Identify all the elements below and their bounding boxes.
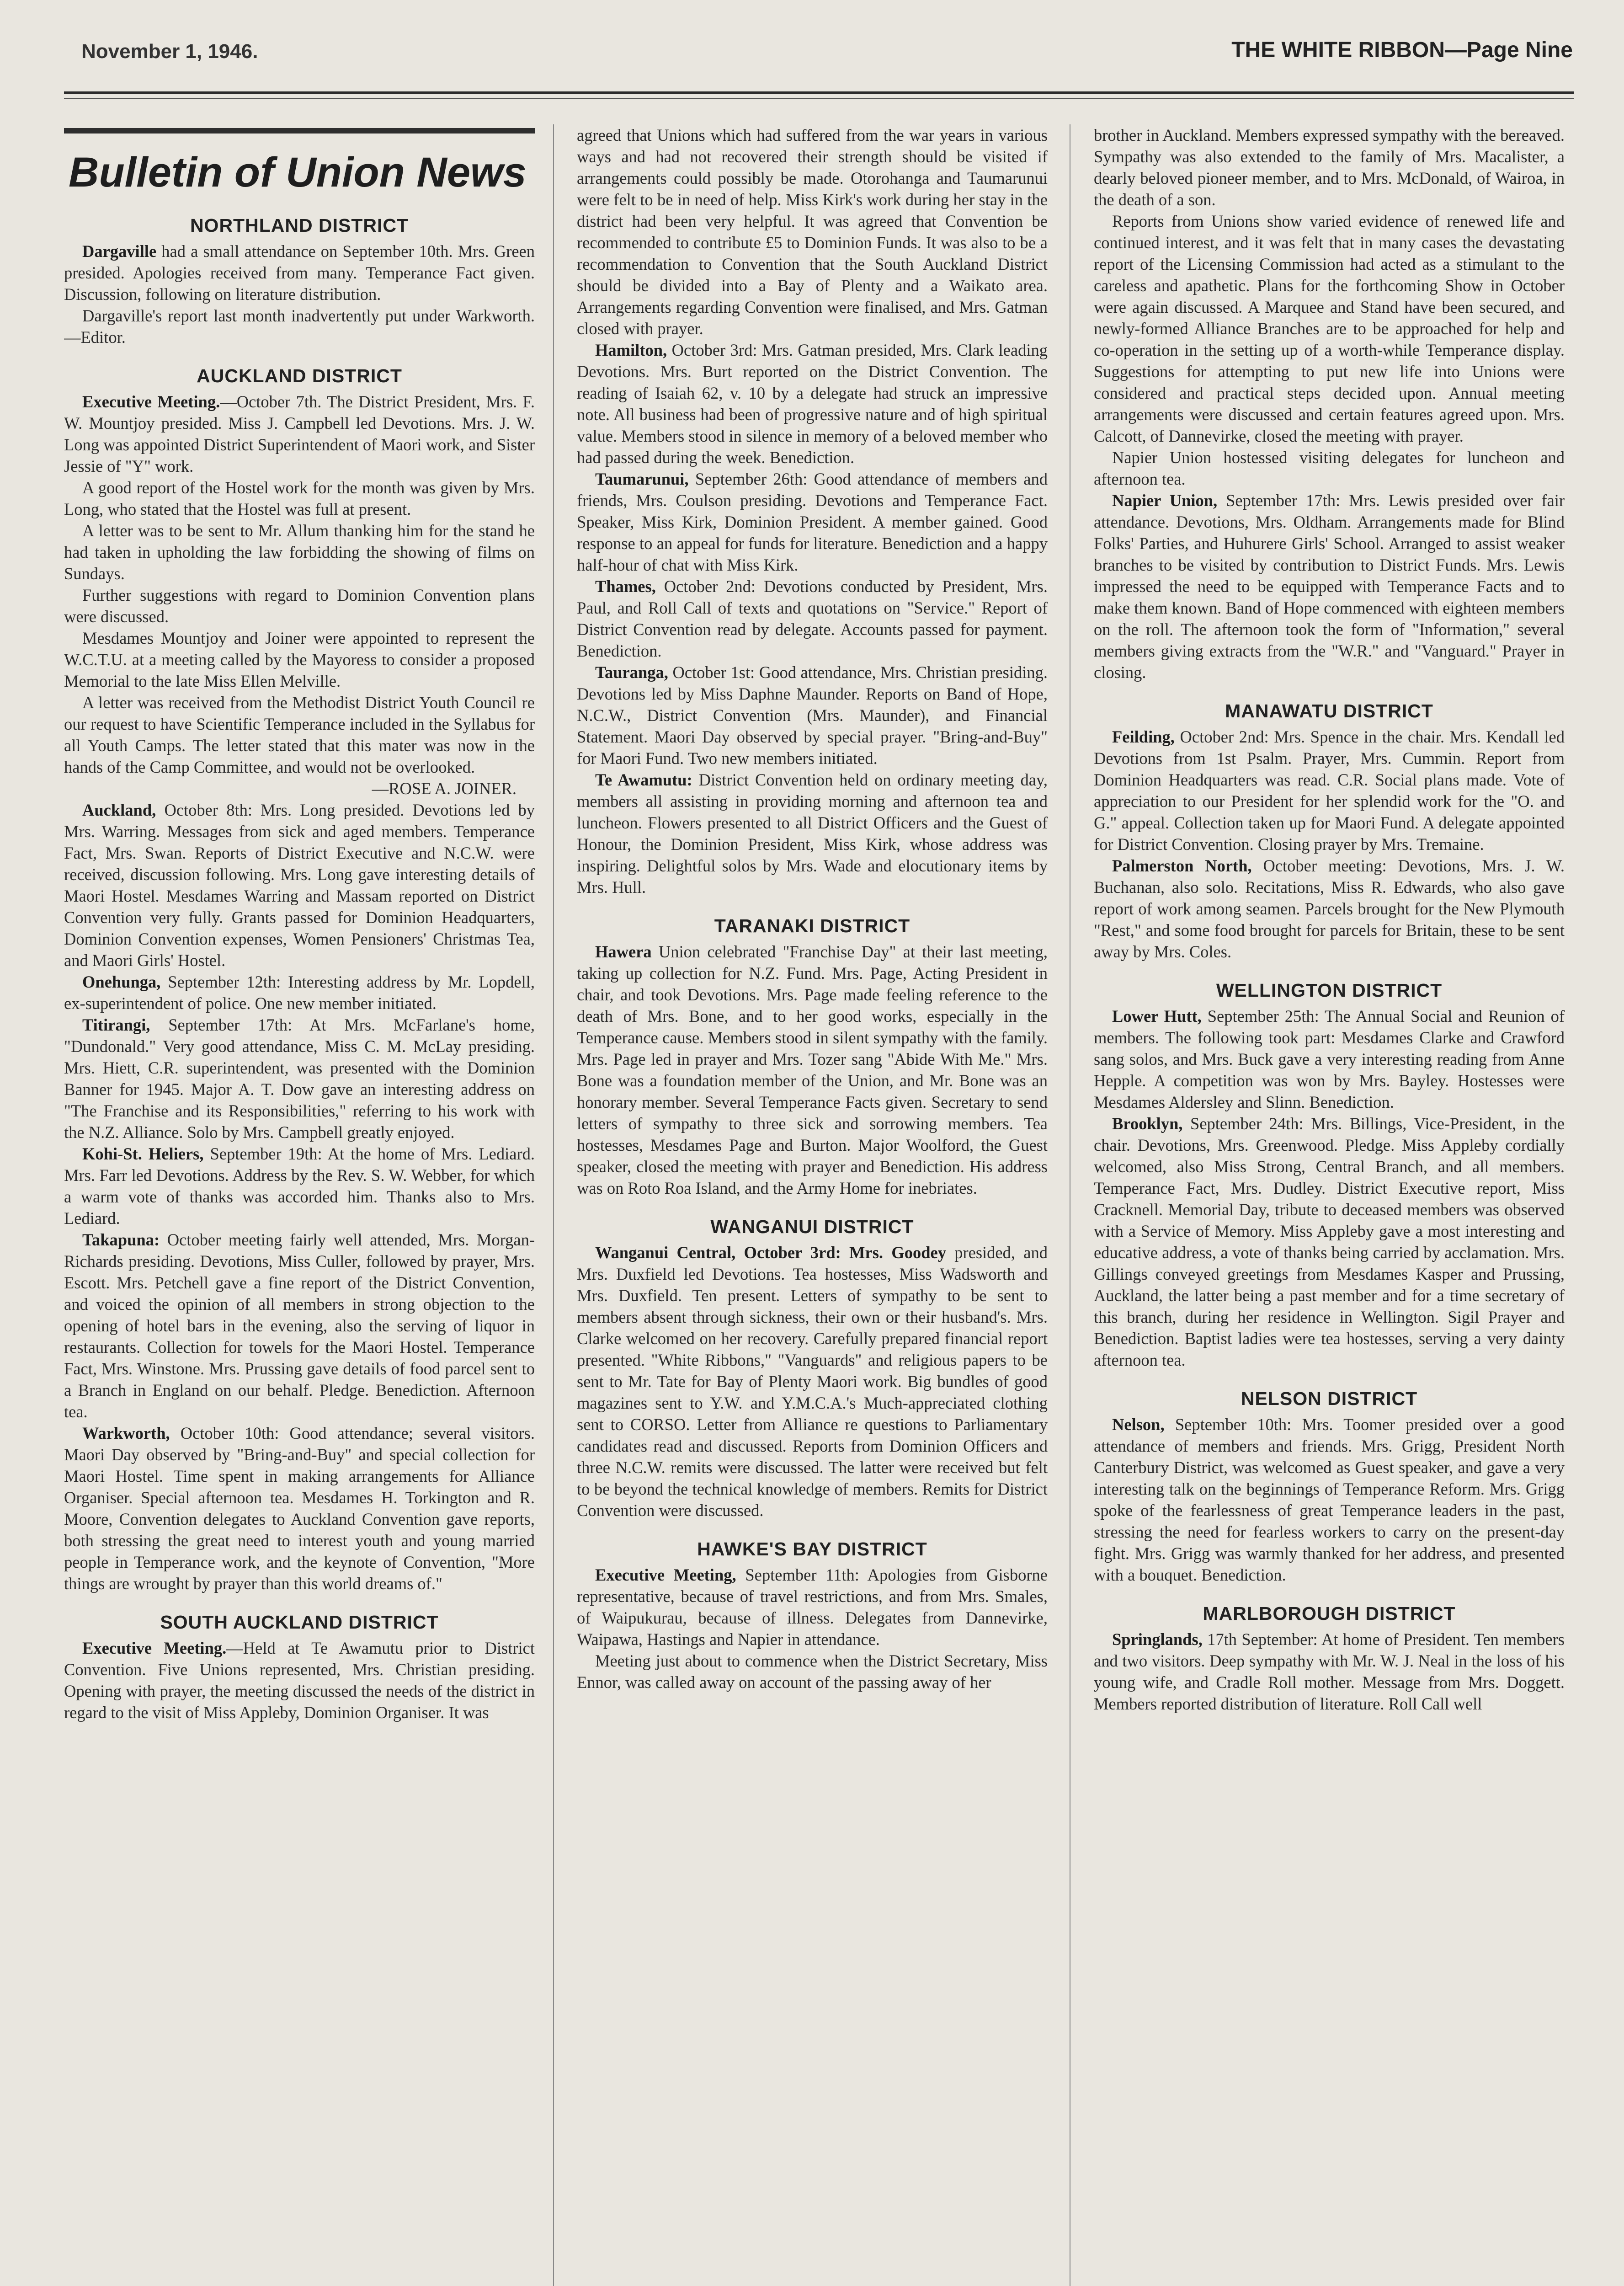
district-heading: SOUTH AUCKLAND DISTRICT [160,1612,439,1633]
report-paragraph [64,971,535,1014]
report-paragraph [64,584,535,627]
report-paragraph [64,305,535,348]
masthead-rule [64,128,535,134]
report-text: October 10th: Good attendance; several visitors. Maori Day observed by "Bring-and-Buy" and special collection for Maori Hostel. Time spent in making arrangements for Alliance Organiser. Special afternoon tea. Mesdames H. Torkington and R. Moore, Convention delegates to Auckland Convention gave reports, both stressing the great need to interest youth and young married people in Temperance work, and the keynote of Convention, "More things are wrought by prayer than this world dreams of." [64,1424,535,1593]
union-name: Takapuna: [82,1230,160,1249]
report-paragraph [577,576,1048,662]
district-heading: MARLBOROUGH DISTRICT [1203,1603,1456,1624]
union-name: Napier Union, [1112,491,1218,510]
report-text: September 25th: The Annual Social and Reunion of members. The following took part: Mesdames Clarke and Crawford sang solos, and Mrs. Buck gave a very interesting reading from Anne Hepple. A competition was won by Mrs. Bayley. Hostesses were Mesdames Aldersley and Slinn. Benediction. [1094,1007,1565,1111]
report-paragraph [64,1637,535,1723]
issue-date: November 1, 1946. [81,40,258,63]
report-paragraph [64,1422,535,1594]
report-signature: —ROSE A. JOINER. [372,779,516,798]
district-heading: WELLINGTON DISTRICT [1216,980,1443,1001]
union-name: Dargaville [82,242,157,261]
report-text: September 24th: Mrs. Billings, Vice-President, in the chair. Devotions, Mrs. Greenwood. Pledge. Miss Appleby cordially welcomed, also Miss Strong, Central Branch, and all members. Temperance Fact, Mrs. Dudley. District Executive report, Miss Cracknell. Memorial Day, tribute to deceased members was observed with a Service of Memory. Miss Appleby gave a most interesting and educative address, a vote of thanks being carried by acclamation. Mrs. Gillings conveyed greetings from Mesdames Kasper and Prussing, Auckland, the latter being a past member and for a time secretary of this branch, during her residence in Wellington. Sigil Prayer and Benediction. Baptist ladies were tea hostesses, serving a very dainty afternoon tea. [1094,1114,1565,1369]
report-text: A letter was received from the Methodist District Youth Council re our request to have Scientific Temperance included in the Syllabus for all Youth Camps. The letter stated that this mater was now in the hands of the Camp Committee, and would not be overlooked. [64,693,535,776]
report-paragraph [577,1564,1048,1650]
union-name: Taumarunui, [595,470,689,488]
header-rule-thin [64,98,1574,99]
report-paragraph [1094,726,1565,855]
union-name: Hawera [595,942,652,961]
report-paragraph [1094,490,1565,683]
report-paragraph [577,468,1048,576]
report-text: October 2nd: Mrs. Spence in the chair. Mrs. Kendall led Devotions from 1st Psalm. Prayer, Mrs. Cummin. Report from Dominion Headquarters was read. C.R. Social plans made. Vote of appreciation to our President for her splendid work for the "O. and G." appeal. Collection taken up for Maori Fund. A delegate appointed for District Convention. Closing prayer by Mrs. Tremaine. [1094,727,1565,854]
union-name: Feilding, [1112,727,1175,746]
report-paragraph [577,1242,1048,1521]
report-text: 17th September: At home of President. Ten members and two visitors. Deep sympathy with Mr. W. J. Neal in the loss of his young wife, and Cradle Roll mother. Message from Mrs. Doggett. Members reported distribution of literature. Roll Call well [1094,1630,1565,1713]
column-divider [553,124,554,2286]
report-text: September 17th: At Mrs. McFarlane's home, "Dundonald." Very good attendance, Miss C. M. McLay presiding. Mrs. Hiett, C.R. superintendent, was presented with the Dominion Banner for 1945. Major A. T. Dow gave an interesting address on "The Franchise and its Responsibilities," referring to his work with the N.Z. Alliance. Solo by Mrs. Campbell greatly enjoyed. [64,1015,535,1142]
report-text: Napier Union hostessed visiting delegates for luncheon and afternoon tea. [1094,448,1565,488]
union-name: Wanganui Central, October 3rd: Mrs. Goodey [595,1243,946,1262]
report-paragraph [1094,447,1565,490]
report-text: Meeting just about to commence when the District Secretary, Miss Ennor, was called away on account of the passing away of her [577,1651,1048,1692]
report-paragraph [64,627,535,692]
district-heading: HAWKE'S BAY DISTRICT [697,1538,927,1560]
report-text: Dargaville's report last month inadvertently put under Warkworth.—Editor. [64,306,535,347]
report-text: October meeting fairly well attended, Mrs. Morgan-Richards presiding. Devotions, Miss Culler, followed by prayer, Mrs. Escott. Mrs. Petchell gave a fine report of the District Convention, and voiced the opinion of all members in strong objection to the opening of hotel bars in the evening, also the serving of liquor in restaurants. Collection for towels for the Maori Hostel. Temperance Fact, Mrs. Winstone. Mrs. Prussing gave details of food parcel sent to a Branch in England on our behalf. Pledge. Benediction. Afternoon tea. [64,1230,535,1421]
union-name: Lower Hutt, [1112,1007,1202,1025]
report-text: A good report of the Hostel work for the month was given by Mrs. Long, who stated that the Hostel was full at present. [64,478,535,518]
report-paragraph [64,240,535,305]
report-text: —October 7th. The District President, Mrs. F. W. Mountjoy presided. Miss J. Campbell led Devotions. Mrs. J. W. Long was appointed District Superintendent of Maori work, and Sister Jessie of "Y" work. [64,392,535,475]
continued-paragraph: brother in Auckland. Members expressed sympathy with the bereaved. Sympathy was also extended to the family of Mrs. Macalister, a dearly beloved pioneer member, and to Mrs. McDonald, of Wairoa, in the death of a son. [1094,126,1565,209]
report-paragraph [64,477,535,520]
union-name: Tauranga, [595,663,668,682]
union-name: Onehunga, [82,972,161,991]
district-heading: NELSON DISTRICT [1241,1388,1418,1409]
district-heading: TARANAKI DISTRICT [714,915,911,936]
running-head: THE WHITE RIBBON—Page Nine [1231,38,1573,62]
report-paragraph [64,391,535,477]
district-heading: NORTHLAND DISTRICT [190,215,409,236]
report-paragraph [64,692,535,778]
report-text: September 19th: At the home of Mrs. Lediard. Mrs. Farr led Devotions. Address by the Rev. S. W. Webber, for which a warm vote of thanks was accorded him. Thanks also to Mrs. Lediard. [64,1144,535,1228]
report-paragraph [577,941,1048,1199]
union-name: Palmerston North, [1112,856,1252,875]
report-paragraph [64,520,535,584]
report-paragraph [577,339,1048,468]
report-text: October 1st: Good attendance, Mrs. Christian presiding. Devotions led by Miss Daphne Maunder. Reports on Band of Hope, N.C.W., District Convention (Mrs. Maunder), and Financial Statement. Maori Day observed by special prayer. "Bring-and-Buy" for Maori Fund. Two new members initiated. [577,663,1048,768]
union-name: Auckland, [82,801,156,819]
district-heading: WANGANUI DISTRICT [710,1216,914,1237]
union-name: Hamilton, [595,341,667,359]
union-name: Executive Meeting. [82,1639,227,1657]
report-text: Mesdames Mountjoy and Joiner were appointed to represent the W.C.T.U. at a meeting called by the Mayoress to consider a proposed Memorial to the late Miss Ellen Melville. [64,629,535,690]
continued-paragraph: agreed that Unions which had suffered from the war years in various ways and had not recovered their strength should be visited if arrangements could possibly be made. Otorohanga and Taumarunui were felt to be in need of help. Miss Kirk's work during her stay in the district had been very helpful. It was agreed that Convention be recommended to contribute £5 to Dominion Funds. It was also to be a recommendation to Convention that the South Auckland District should be divided into a Bay of Plenty and a Waikato area. Arrangements regarding Convention were finalised, and Mrs. Gatman closed with prayer. [577,126,1048,338]
report-text: September 12th: Interesting address by Mr. Lopdell, ex-superintendent of police. One new member initiated. [64,972,535,1013]
report-paragraph [1094,855,1565,962]
union-name: Kohi-St. Heliers, [82,1144,204,1163]
union-name: Warkworth, [82,1424,170,1442]
report-paragraph [64,1014,535,1143]
report-paragraph [1094,1629,1565,1714]
union-name: Executive Meeting. [82,392,220,411]
section-masthead: Bulletin of Union News [69,149,527,196]
report-text: September 26th: Good attendance of members and friends, Mrs. Coulson presiding. Devotions and Temperance Fact. Speaker, Miss Kirk, Dominion President. A member gained. Good response to an appeal for funds for literature. Benediction and a happy half-hour of chat with Miss Kirk. [577,470,1048,574]
report-text: had a small attendance on September 10th. Mrs. Green presided. Apologies received from many. Temperance Fact given. Discussion, following on literature distribution. [64,242,535,304]
district-heading: MANAWATU DISTRICT [1225,700,1433,721]
report-text: District Convention held on ordinary meeting day, members all assisting in providing morning and afternoon tea and luncheon. Flowers presented to all District Officers and the Guest of Honour, the Dominion President, Miss Kirk, whose address was inspiring. Delightful solos by Mrs. Wade and elocutionary items by Mrs. Hull. [577,770,1048,897]
report-paragraph [1094,1005,1565,1113]
report-text: September 10th: Mrs. Toomer presided over a good attendance of members and friends. Mrs. Grigg, President North Canterbury District, was welcomed as Guest speaker, and gave a very interesting talk on the beginnings of Temperance Reform. Mrs. Grigg spoke of the fearlessness of great Temperance leaders in the past, stressing the need for fearless workers to carry on the present-day fight. Mrs. Grigg was warmly thanked for her address, and presented with a bouquet. Benediction. [1094,1415,1565,1584]
column-1 [64,124,535,2286]
report-paragraph [1094,1414,1565,1586]
report-paragraph [577,1650,1048,1693]
report-text: October 3rd: Mrs. Gatman presided, Mrs. Clark leading Devotions. Mrs. Burt reported on the District Convention. The reading of Isaiah 62, v. 10 by a delegate had struck an impressive note. All business had been of progressive nature and of high spiritual value. Members stood in silence in memory of a beloved member who had passed during the week. Benediction. [577,341,1048,467]
report-text: September 11th: Apologies from Gisborne representative, because of travel restrictions, and from Mrs. Smales, of Waipukurau, because of illness. Delegates from Dannevirke, Waipawa, Hastings and Napier in attendance. [577,1565,1048,1649]
union-name: Springlands, [1112,1630,1203,1649]
union-name: Executive Meeting, [595,1565,736,1584]
union-name: Titirangi, [82,1015,150,1034]
report-paragraph [64,799,535,971]
report-text: September 17th: Mrs. Lewis presided over fair attendance. Devotions, Mrs. Oldham. Arrangements made for Blind Folks' Parties, and Huhurere Girls' School. Arranged to assist weaker branches to be visited by contribution to District Funds. Mrs. Lewis impressed the need to be equipped with Temperance Facts and to make them known. Band of Hope commenced with eighteen members on the roll. The afternoon took the form of "Information," several members giving extracts from the "W.R." and "Vanguard." Prayer in closing. [1094,491,1565,682]
report-text: October 2nd: Devotions conducted by President, Mrs. Paul, and Roll Call of texts and quotations on "Service." Report of District Convention read by delegate. Accounts passed for payment. Benediction. [577,577,1048,660]
report-text: A letter was to be sent to Mr. Allum thanking him for the stand he had taken in upholding the law forbidding the showing of films on Sundays. [64,521,535,583]
report-paragraph [1094,1113,1565,1371]
union-name: Nelson, [1112,1415,1165,1434]
report-paragraph [64,1229,535,1422]
report-paragraph [577,662,1048,769]
report-text: Reports from Unions show varied evidence of renewed life and continued interest, and it was felt that in many cases the devastating report of the Licensing Commission had acted as a stimulant to the careless and apathetic. Plans for the forthcoming Show in October were again discussed. A Marquee and Stand have been secured, and newly-formed Alliance Branches are to be approached for help and co-operation in the setting up of a worth-while Temperance display. Suggestions for attempting to put new life into Unions were considered and practical steps decided upon. Annual meeting arrangements were discussed and certain features agreed upon. Mrs. Calcott, of Dannevirke, closed the meeting with prayer. [1094,212,1565,445]
report-paragraph [577,769,1048,898]
report-text: Union celebrated "Franchise Day" at their last meeting, taking up collection for N.Z. Fund. Mrs. Page, Acting President in chair, and took Devotions. Mrs. Page made feeling reference to the death of Mrs. Bone, and to her good works, especially in the Temperance cause. Members stood in silent sympathy with the family. Mrs. Page led in prayer and Mrs. Tozer sang "Abide With Me." Mrs. Bone was a foundation member of the Union, and Mr. Bone was an honorary member. Several Temperance Facts given. Secretary to send letters of sympathy to three sick and sorrowing members. Tea hostesses, Mesdames Page and Burton. Major Woolford, the Guest speaker, closed the meeting with prayer and Benediction. His address was on Roto Roa Island, and the Army Home for inebriates. [577,942,1048,1197]
union-name: Brooklyn, [1112,1114,1183,1133]
union-name: Thames, [595,577,656,596]
report-text: presided, and Mrs. Duxfield led Devotions. Tea hostesses, Miss Wadsworth and Mrs. Duxfield. Ten present. Letters of sympathy to be sent to members absent through sickness, their own or their husband's. Mrs. Clarke welcomed on her recovery. Carefully prepared financial report presented. "White Ribbons," "Vanguards" and religious papers to be sent to Mr. Tate for Bay of Plenty Maori work. Big bundles of good magazines sent to Y.W. and Y.M.C.A.'s Much-appreciated clothing sent to CORSO. Letter from Alliance re questions to Parliamentary candidates read and discussed. Reports from Dominion Officers and three N.C.W. remits were discussed. The latter were received but felt to be beyond the technical knowledge of members. Remits for District Convention were discussed. [577,1243,1048,1520]
report-text: October 8th: Mrs. Long presided. Devotions led by Mrs. Warring. Messages from sick and aged members. Temperance Fact, Mrs. Swan. Reports of District Executive and N.C.W. were received, discussion following. Mrs. Long gave interesting details of Maori Hostel. Mesdames Warring and Massam reported on District Convention very fully. Grants passed for Dominion Headquarters, Dominion Convention expenses, Women Pensioners' Christmas Tea, and Maori Girls' Hostel. [64,801,535,970]
report-paragraph [64,1143,535,1229]
column-2 [577,124,1048,2286]
report-text: Further suggestions with regard to Dominion Convention plans were discussed. [64,586,535,626]
union-name: Te Awamutu: [595,770,692,789]
header-rule [64,91,1574,94]
report-text: October meeting: Devotions, Mrs. J. W. Buchanan, also solo. Recitations, Miss R. Edwards, who also gave report of work among seamen. Parcels brought for the New Plymouth "Rest," and some food brought for parcels for Britain, these to be sent away by Mrs. Coles. [1094,856,1565,961]
report-paragraph [1094,210,1565,447]
column-3 [1094,124,1565,2286]
district-heading: AUCKLAND DISTRICT [197,365,402,386]
report-text: —Held at Te Awamutu prior to District Convention. Five Unions represented, Mrs. Christian presiding. Opening with prayer, the meeting discussed the needs of the district in regard to the visit of Miss Appleby, Dominion Organiser. It was [64,1639,535,1722]
